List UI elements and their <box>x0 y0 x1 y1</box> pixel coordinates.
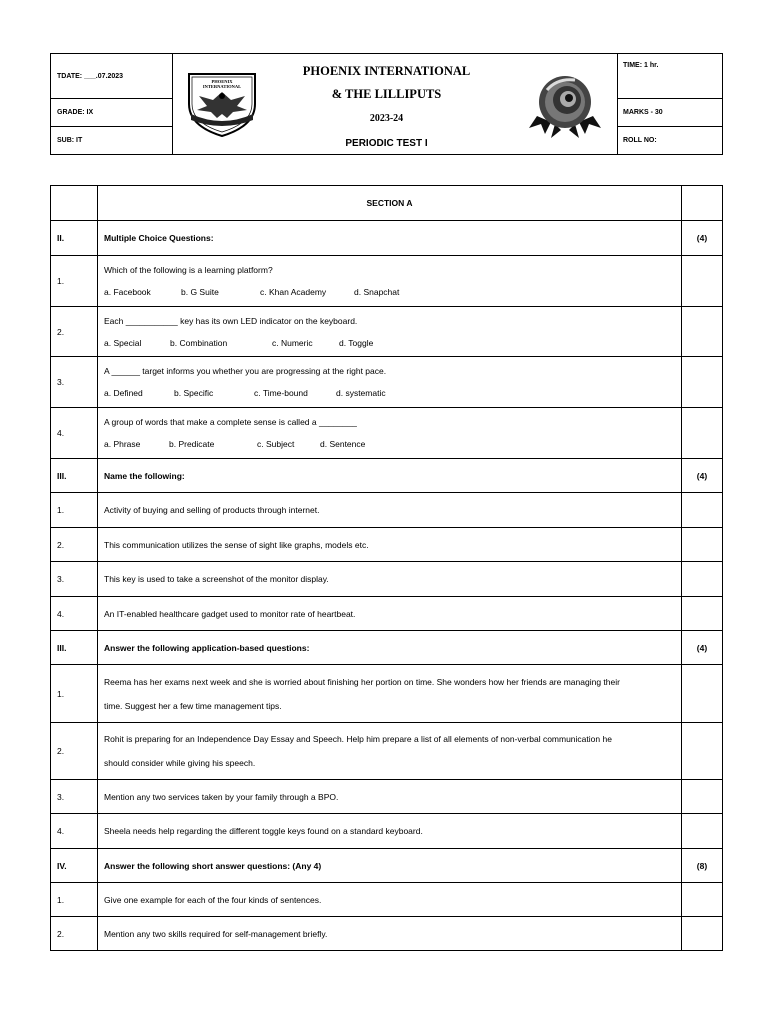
time-field: TIME: 1 hr. <box>623 62 659 69</box>
question-number: 1. <box>51 493 98 528</box>
table-row <box>51 814 723 849</box>
options <box>104 338 373 348</box>
option-d: d. Snapchat <box>354 287 400 297</box>
option-d: d. systematic <box>336 388 386 398</box>
question-table <box>50 185 723 951</box>
table-row <box>51 357 723 408</box>
table-row <box>51 408 723 459</box>
option-d: d. Toggle <box>339 337 374 348</box>
question-number: 1. <box>51 665 98 723</box>
question-text-continued: should consider while giving his speech. <box>104 758 256 768</box>
question-text: This communication utilizes the sense of sight like graphs, models etc. <box>98 528 682 562</box>
academic-year: 2023-24 <box>369 113 404 124</box>
question-text: A ______ target informs you whether you are progressing at the right pace. <box>104 366 387 376</box>
question-number: 2. <box>51 528 98 562</box>
section-number: III. <box>51 631 98 665</box>
table-row <box>51 723 723 780</box>
question-text: A group of words that make a complete sense is called a ________ <box>104 417 357 427</box>
table-row <box>51 665 723 723</box>
option-c: c. Subject <box>257 439 295 449</box>
option-c: c. Time-bound <box>254 388 308 398</box>
question-text: Mention any two skills required for self-management briefly. <box>98 917 682 951</box>
section-header-row <box>51 221 723 256</box>
marks-field: MARKS - 30 <box>623 108 663 116</box>
option-b: b. Specific <box>174 388 214 398</box>
question-number: 2. <box>51 307 98 357</box>
table-row <box>51 562 723 597</box>
table-row <box>51 883 723 917</box>
date-field: TDATE: ___.07.2023 <box>57 72 124 80</box>
table-row <box>51 256 723 307</box>
section-marks: (4) <box>682 221 723 256</box>
exam-header <box>50 53 723 155</box>
option-a: a. Facebook <box>104 287 151 297</box>
section-marks: (4) <box>682 631 723 665</box>
table-row <box>51 528 723 562</box>
options <box>104 388 386 398</box>
lilliputs-logo <box>527 70 603 140</box>
options <box>104 439 365 449</box>
option-c: c. Khan Academy <box>260 287 327 297</box>
test-name: PERIODIC TEST I <box>345 138 428 149</box>
section-heading: Multiple Choice Questions: <box>98 221 682 256</box>
option-a: a. Special <box>104 337 142 348</box>
question-number: 4. <box>51 814 98 849</box>
option-b: b. Predicate <box>169 439 215 449</box>
school-name-line2: & THE LILLIPUTS <box>331 87 442 101</box>
table-row <box>51 307 723 357</box>
question-number: 4. <box>51 597 98 631</box>
table-row <box>51 597 723 631</box>
question-number: 2. <box>51 917 98 951</box>
option-a: a. Defined <box>104 388 143 398</box>
section-row <box>51 186 723 221</box>
option-b: b. G Suite <box>181 287 219 297</box>
options <box>104 287 399 297</box>
question-text-continued: time. Suggest her a few time management tips. <box>104 700 282 711</box>
grade-field: GRADE: IX <box>57 108 94 116</box>
option-b: b. Combination <box>170 337 228 348</box>
option-c: c. Numeric <box>272 337 313 348</box>
question-number: 1. <box>51 256 98 307</box>
question-number: 3. <box>51 357 98 408</box>
svg-text:PHOENIX: PHOENIX <box>211 79 233 84</box>
question-text: Rohit is preparing for an Independence Day Essay and Speech. Help him prepare a list of all elements of non-verbal communication he <box>104 734 612 744</box>
school-name-line1: PHOENIX INTERNATIONAL <box>302 64 471 78</box>
roll-no-field: ROLL NO: <box>623 136 657 144</box>
option-a: a. Phrase <box>104 439 141 449</box>
section-number: IV. <box>51 849 98 883</box>
question-number: 3. <box>51 780 98 814</box>
svg-text:INTERNATIONAL: INTERNATIONAL <box>202 84 242 89</box>
question-number: 1. <box>51 883 98 917</box>
section-heading: Name the following: <box>98 459 682 493</box>
question-text: Mention any two services taken by your family through a BPO. <box>98 780 682 814</box>
section-number: III. <box>51 459 98 493</box>
question-number: 4. <box>51 408 98 459</box>
question-text: Each ___________ key has its own LED indicator on the keyboard. <box>104 315 358 326</box>
question-text: Give one example for each of the four kinds of sentences. <box>98 883 682 917</box>
section-title: SECTION A <box>98 186 682 221</box>
question-number: 3. <box>51 562 98 597</box>
section-heading: Answer the following short answer questions: (Any 4) <box>98 849 682 883</box>
section-header-row <box>51 459 723 493</box>
table-row <box>51 780 723 814</box>
section-heading: Answer the following application-based questions: <box>98 631 682 665</box>
section-header-row <box>51 631 723 665</box>
question-text: An IT-enabled healthcare gadget used to monitor rate of heartbeat. <box>98 597 682 631</box>
question-text: Activity of buying and selling of products through internet. <box>98 493 682 528</box>
section-header-row <box>51 849 723 883</box>
section-marks: (4) <box>682 459 723 493</box>
question-text: Which of the following is a learning platform? <box>104 265 273 275</box>
question-number: 2. <box>51 723 98 780</box>
school-logo <box>183 70 261 140</box>
section-number: II. <box>51 221 98 256</box>
question-text: Reema has her exams next week and she is worried about finishing her portion on time. She wonders how her friends are managing their <box>104 676 620 687</box>
question-text: This key is used to take a screenshot of the monitor display. <box>98 562 682 597</box>
question-text: Sheela needs help regarding the different toggle keys found on a standard keyboard. <box>98 814 682 849</box>
subject-field: SUB: IT <box>57 136 83 144</box>
section-marks: (8) <box>682 849 723 883</box>
table-row <box>51 493 723 528</box>
option-d: d. Sentence <box>320 439 366 449</box>
table-row <box>51 917 723 951</box>
